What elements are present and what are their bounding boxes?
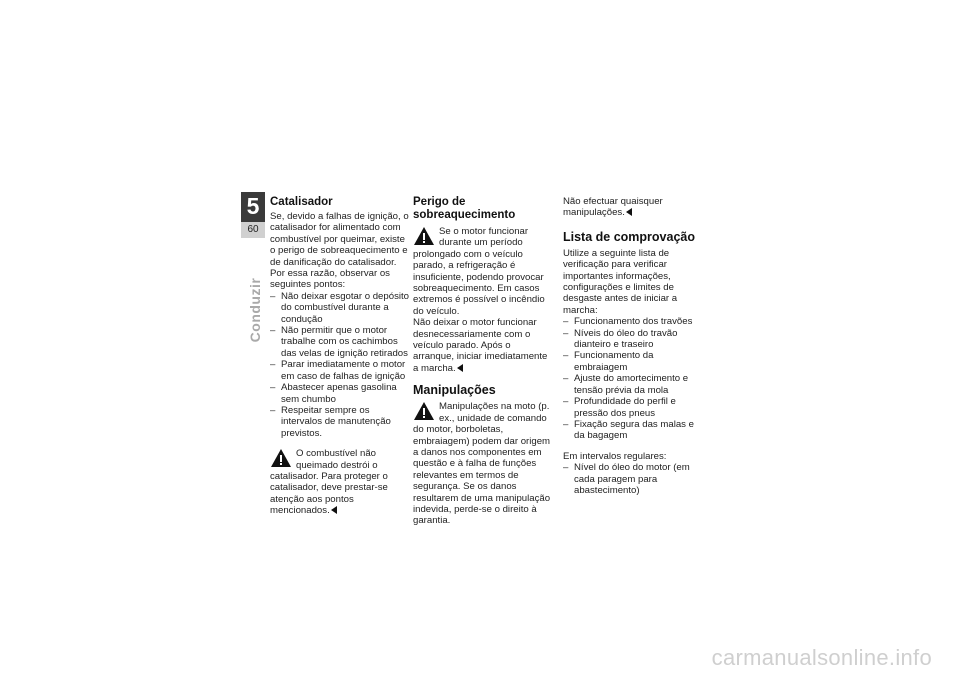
list-item: – Níveis do óleo do travão dianteiro e traseiro bbox=[563, 328, 703, 351]
warning-icon bbox=[270, 448, 292, 468]
list-item: – Respeitar sempre os intervalos de manutenção previstos. bbox=[270, 405, 410, 439]
chapter-label: Conduzir bbox=[247, 277, 263, 343]
chapter-tab bbox=[241, 192, 265, 238]
warning-block bbox=[270, 448, 410, 516]
warning-icon bbox=[413, 226, 435, 246]
warning-block bbox=[413, 226, 554, 317]
column-catalisador bbox=[270, 196, 410, 517]
list-item: – Profundidade do perfil e pressão dos pneus bbox=[563, 396, 703, 419]
page-number: 60 bbox=[241, 222, 265, 238]
catalisador-lead: Por essa razão, observar os seguintes pontos: bbox=[270, 268, 390, 291]
list-item: – Não deixar esgotar o depósito do combustível durante a condução bbox=[270, 291, 410, 325]
section-title-lista: Lista de comprovação bbox=[563, 229, 695, 244]
end-mark-icon bbox=[626, 208, 632, 216]
interval-list bbox=[563, 462, 703, 496]
section-title-manipulacoes: Manipulações bbox=[413, 383, 496, 398]
list-item: – Não permitir que o motor trabalhe com os cachimbos das velas de ignição retirados bbox=[270, 325, 410, 359]
list-item: – Nível do óleo do motor (em cada paragem para abastecimento) bbox=[563, 462, 703, 496]
catalisador-intro: Se, devido a falhas de ignição, o catalisador for alimentado com combustível por queimar, existe o perigo de sobreaquecimento e de danificação do catalisador. bbox=[270, 211, 409, 268]
column-sobreaquecimento bbox=[413, 196, 554, 527]
overheat-note: Não deixar o motor funcionar desnecessariamente com o veículo parado. Após o arranque, iniciar imediatamente a marcha. bbox=[413, 317, 548, 374]
lista-intro: Utilize a seguinte lista de verificação para verificar importantes informações, configurações e limites de desgaste antes de iniciar a marcha: bbox=[563, 247, 678, 316]
warning-block bbox=[413, 401, 554, 526]
section-title-catalisador: Catalisador bbox=[270, 196, 333, 208]
list-item: – Parar imediatamente o motor em caso de falhas de ignição bbox=[270, 359, 410, 382]
catalisador-list bbox=[270, 291, 410, 439]
warning-text: Manipulações na moto (p. ex., unidade de comando do motor, borboletas, embraiagem) podem dar origem a danos nos componentes em questão e à falha de funções relevantes em termos de segurança. Se os danos resultarem de uma manipulação indevida, perde-se o direito à garantia. bbox=[413, 401, 551, 527]
end-mark-icon bbox=[457, 364, 463, 372]
column-lista bbox=[563, 196, 703, 496]
list-item: – Funcionamento dos travões bbox=[563, 316, 703, 327]
list-item: – Abastecer apenas gasolina sem chumbo bbox=[270, 382, 410, 405]
checklist bbox=[563, 316, 703, 441]
section-title-sobreaquecimento: Perigo de sobreaquecimento bbox=[413, 196, 516, 221]
watermark: carmanualsonline.info bbox=[711, 645, 932, 670]
list-item: – Ajuste do amortecimento e tensão prévia da mola bbox=[563, 373, 703, 396]
manipulacoes-note: Não efectuar quaisquer manipulações. bbox=[563, 196, 663, 219]
end-mark-icon bbox=[331, 506, 337, 514]
list-item: – Fixação segura das malas e da bagagem bbox=[563, 419, 703, 442]
intervals-label: Em intervalos regulares: bbox=[563, 450, 667, 462]
chapter-number: 5 bbox=[246, 193, 260, 219]
warning-text: Se o motor funcionar durante um período prolongado com o veículo parado, a refrigeração é insuficiente, podendo provocar sobreaquecimento. Em casos extremos é possível o incêndio do veículo. bbox=[413, 226, 545, 317]
list-item: – Funcionamento da embraiagem bbox=[563, 350, 703, 373]
warning-icon bbox=[413, 401, 435, 421]
warning-text: O combustível não queimado destrói o catalisador. Para proteger o catalisador, deve prestar-se atenção aos pontos mencionados. bbox=[270, 448, 388, 517]
